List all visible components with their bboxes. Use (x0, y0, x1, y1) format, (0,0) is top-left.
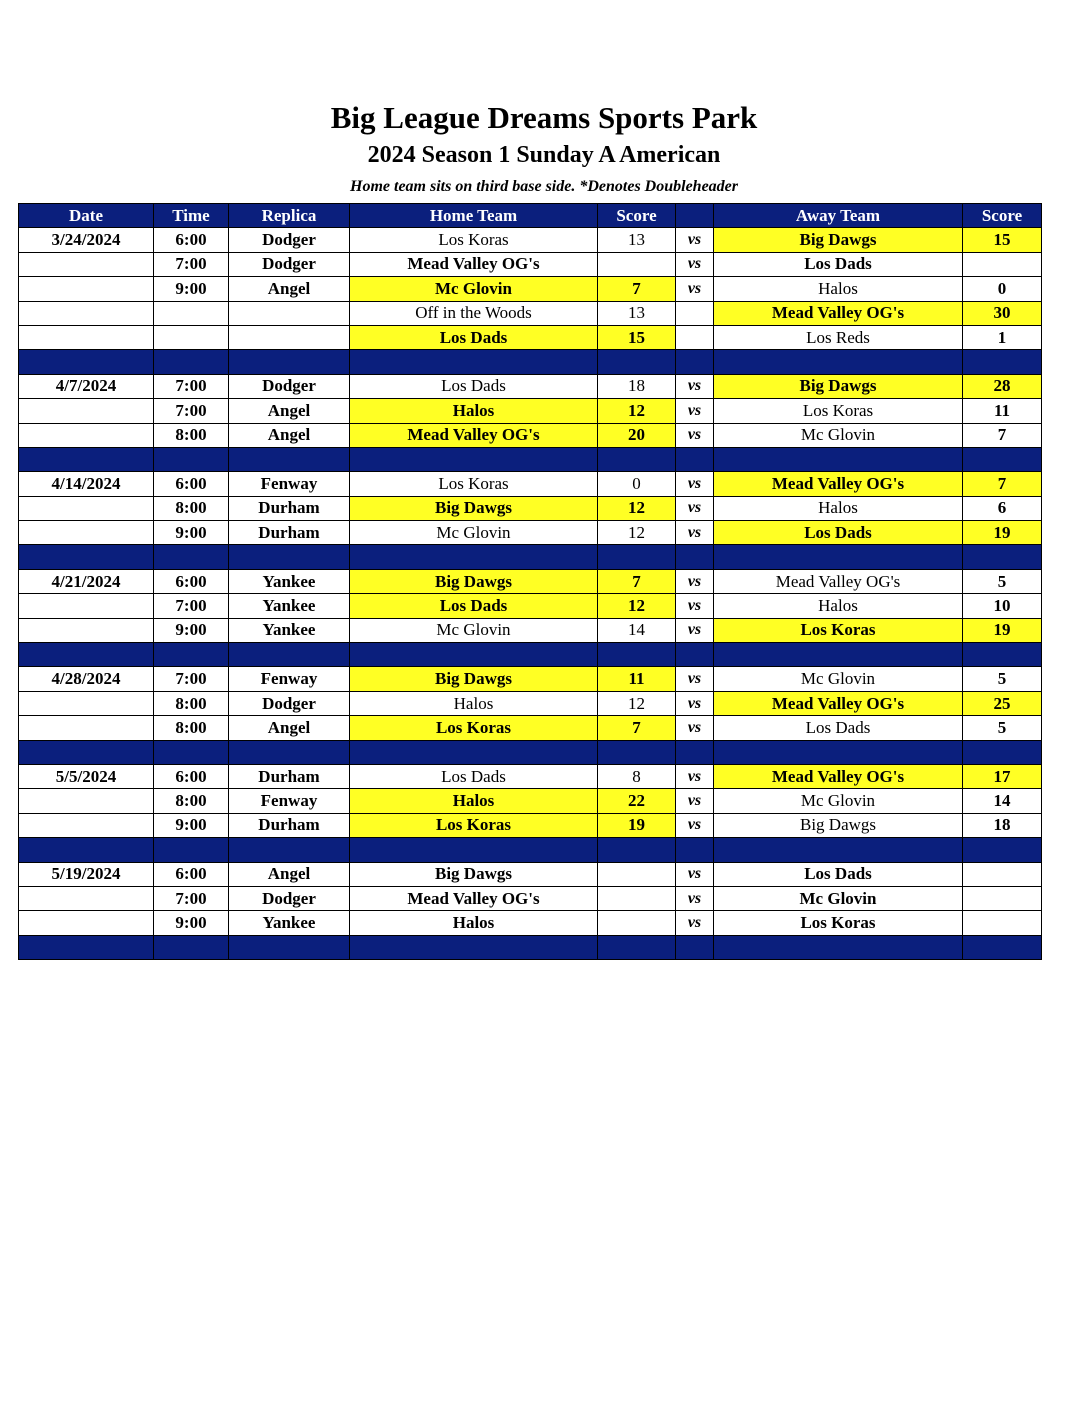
vs-cell: vs (676, 569, 714, 593)
separator-cell (676, 643, 714, 667)
replica-cell (229, 301, 350, 325)
separator-cell (229, 935, 350, 959)
table-row (19, 496, 1042, 520)
date-cell (19, 594, 154, 618)
date-cell: 4/7/2024 (19, 374, 154, 398)
vs-cell: vs (676, 716, 714, 740)
separator-cell (714, 838, 963, 862)
away-score-cell: 11 (963, 399, 1042, 423)
page-subtitle: 2024 Season 1 Sunday A American (367, 142, 721, 168)
time-cell: 6:00 (154, 862, 229, 886)
table-row (19, 862, 1042, 886)
away-team-cell: Mead Valley OG's (714, 569, 963, 593)
date-cell (19, 789, 154, 813)
away-team-cell: Halos (714, 277, 963, 301)
away-score-cell: 17 (963, 764, 1042, 788)
replica-cell: Durham (229, 764, 350, 788)
replica-cell: Angel (229, 862, 350, 886)
replica-cell: Yankee (229, 594, 350, 618)
replica-cell: Angel (229, 423, 350, 447)
date-cell: 5/5/2024 (19, 764, 154, 788)
replica-cell: Durham (229, 521, 350, 545)
home-score-cell: 13 (598, 301, 676, 325)
home-score-cell: 22 (598, 789, 676, 813)
replica-cell: Yankee (229, 569, 350, 593)
separator-cell (714, 740, 963, 764)
home-score-cell (598, 911, 676, 935)
home-team-cell: Mead Valley OG's (350, 423, 598, 447)
home-score-cell: 11 (598, 667, 676, 691)
table-row (19, 813, 1042, 837)
separator-cell (350, 935, 598, 959)
away-score-cell (963, 911, 1042, 935)
time-cell: 8:00 (154, 496, 229, 520)
home-team-cell: Mead Valley OG's (350, 252, 598, 276)
replica-cell: Fenway (229, 789, 350, 813)
separator-cell (963, 740, 1042, 764)
separator-cell (19, 447, 154, 471)
home-team-cell: Big Dawgs (350, 496, 598, 520)
header-row (19, 204, 1042, 228)
separator-cell (676, 838, 714, 862)
home-team-cell: Mc Glovin (350, 277, 598, 301)
vs-cell: vs (676, 252, 714, 276)
table-row (19, 277, 1042, 301)
date-cell (19, 252, 154, 276)
separator-cell (229, 643, 350, 667)
table-row (19, 521, 1042, 545)
table-row (19, 618, 1042, 642)
time-cell: 7:00 (154, 594, 229, 618)
vs-cell: vs (676, 667, 714, 691)
separator-cell (963, 545, 1042, 569)
separator-cell (154, 447, 229, 471)
away-score-cell: 5 (963, 569, 1042, 593)
separator-cell (154, 350, 229, 374)
away-score-cell: 0 (963, 277, 1042, 301)
col-header-date: Date (19, 204, 154, 228)
away-score-cell: 19 (963, 618, 1042, 642)
date-cell (19, 423, 154, 447)
col-header-replica: Replica (229, 204, 350, 228)
replica-cell: Dodger (229, 374, 350, 398)
home-score-cell: 12 (598, 594, 676, 618)
separator-cell (154, 740, 229, 764)
separator-cell (598, 643, 676, 667)
vs-cell: vs (676, 521, 714, 545)
separator-cell (229, 447, 350, 471)
away-team-cell: Los Koras (714, 399, 963, 423)
separator-cell (154, 935, 229, 959)
separator-cell (963, 838, 1042, 862)
away-score-cell: 1 (963, 325, 1042, 349)
date-cell: 3/24/2024 (19, 228, 154, 252)
vs-cell: vs (676, 618, 714, 642)
col-header-home-team: Home Team (350, 204, 598, 228)
separator-cell (229, 350, 350, 374)
away-score-cell: 28 (963, 374, 1042, 398)
separator-cell (676, 350, 714, 374)
date-cell: 4/21/2024 (19, 569, 154, 593)
col-header-time: Time (154, 204, 229, 228)
separator-cell (714, 935, 963, 959)
separator-cell (350, 740, 598, 764)
home-team-cell: Big Dawgs (350, 569, 598, 593)
separator-cell (598, 350, 676, 374)
home-score-cell: 8 (598, 764, 676, 788)
separator-cell (598, 447, 676, 471)
separator-row (19, 545, 1042, 569)
separator-cell (229, 838, 350, 862)
away-team-cell: Mc Glovin (714, 423, 963, 447)
table-row (19, 301, 1042, 325)
time-cell: 8:00 (154, 691, 229, 715)
separator-cell (598, 740, 676, 764)
separator-row (19, 447, 1042, 471)
time-cell: 7:00 (154, 667, 229, 691)
away-score-cell: 19 (963, 521, 1042, 545)
away-team-cell: Big Dawgs (714, 374, 963, 398)
table-row (19, 228, 1042, 252)
home-score-cell: 7 (598, 716, 676, 740)
separator-cell (714, 447, 963, 471)
separator-row (19, 838, 1042, 862)
table-row (19, 667, 1042, 691)
time-cell: 6:00 (154, 472, 229, 496)
separator-row (19, 350, 1042, 374)
date-cell (19, 886, 154, 910)
date-cell: 4/14/2024 (19, 472, 154, 496)
away-team-cell: Mead Valley OG's (714, 301, 963, 325)
vs-cell: vs (676, 813, 714, 837)
home-score-cell: 13 (598, 228, 676, 252)
away-score-cell (963, 252, 1042, 276)
home-team-cell: Big Dawgs (350, 862, 598, 886)
separator-cell (963, 447, 1042, 471)
home-team-cell: Big Dawgs (350, 667, 598, 691)
home-score-cell: 7 (598, 277, 676, 301)
separator-cell (154, 838, 229, 862)
table-row (19, 789, 1042, 813)
col-header-home-score: Score (598, 204, 676, 228)
replica-cell: Angel (229, 399, 350, 423)
vs-cell (676, 301, 714, 325)
home-score-cell: 7 (598, 569, 676, 593)
away-team-cell: Los Dads (714, 252, 963, 276)
separator-cell (350, 545, 598, 569)
time-cell: 6:00 (154, 569, 229, 593)
away-score-cell: 25 (963, 691, 1042, 715)
home-team-cell: Mc Glovin (350, 521, 598, 545)
replica-cell: Yankee (229, 618, 350, 642)
schedule-note: Home team sits on third base side. *Denotes Doubleheader (350, 178, 738, 195)
table-row (19, 764, 1042, 788)
separator-cell (229, 740, 350, 764)
replica-cell: Dodger (229, 252, 350, 276)
home-team-cell: Halos (350, 399, 598, 423)
home-score-cell: 12 (598, 691, 676, 715)
home-team-cell: Los Koras (350, 228, 598, 252)
away-team-cell: Halos (714, 594, 963, 618)
date-cell (19, 716, 154, 740)
replica-cell: Dodger (229, 691, 350, 715)
separator-cell (963, 643, 1042, 667)
vs-cell: vs (676, 277, 714, 301)
separator-cell (19, 350, 154, 374)
time-cell: 7:00 (154, 399, 229, 423)
separator-cell (154, 545, 229, 569)
away-team-cell: Los Koras (714, 911, 963, 935)
separator-cell (350, 447, 598, 471)
away-score-cell: 18 (963, 813, 1042, 837)
date-cell (19, 813, 154, 837)
vs-cell: vs (676, 472, 714, 496)
home-team-cell: Los Dads (350, 374, 598, 398)
away-score-cell: 7 (963, 472, 1042, 496)
date-cell (19, 691, 154, 715)
away-team-cell: Mc Glovin (714, 886, 963, 910)
vs-cell: vs (676, 374, 714, 398)
replica-cell: Yankee (229, 911, 350, 935)
replica-cell (229, 325, 350, 349)
vs-cell: vs (676, 496, 714, 520)
separator-cell (19, 740, 154, 764)
vs-cell: vs (676, 423, 714, 447)
vs-cell: vs (676, 789, 714, 813)
date-cell (19, 496, 154, 520)
separator-cell (598, 545, 676, 569)
time-cell: 7:00 (154, 374, 229, 398)
home-team-cell: Los Koras (350, 472, 598, 496)
time-cell: 6:00 (154, 764, 229, 788)
col-header-away-score: Score (963, 204, 1042, 228)
col-header-away-team: Away Team (714, 204, 963, 228)
separator-cell (963, 935, 1042, 959)
page-title: Big League Dreams Sports Park (330, 100, 758, 135)
separator-cell (19, 643, 154, 667)
separator-cell (676, 545, 714, 569)
date-cell (19, 911, 154, 935)
home-score-cell: 12 (598, 496, 676, 520)
date-cell (19, 399, 154, 423)
col-header-vs (676, 204, 714, 228)
replica-cell: Angel (229, 716, 350, 740)
away-score-cell (963, 886, 1042, 910)
home-score-cell: 0 (598, 472, 676, 496)
separator-cell (19, 545, 154, 569)
home-score-cell: 14 (598, 618, 676, 642)
replica-cell: Durham (229, 496, 350, 520)
time-cell: 8:00 (154, 423, 229, 447)
table-row (19, 911, 1042, 935)
time-cell (154, 301, 229, 325)
home-team-cell: Los Koras (350, 813, 598, 837)
away-team-cell: Mead Valley OG's (714, 472, 963, 496)
home-team-cell: Halos (350, 789, 598, 813)
date-cell (19, 301, 154, 325)
home-score-cell: 19 (598, 813, 676, 837)
home-team-cell: Los Dads (350, 594, 598, 618)
away-score-cell: 7 (963, 423, 1042, 447)
time-cell: 9:00 (154, 618, 229, 642)
time-cell: 9:00 (154, 813, 229, 837)
time-cell: 8:00 (154, 716, 229, 740)
separator-cell (714, 350, 963, 374)
home-score-cell: 12 (598, 399, 676, 423)
away-score-cell: 10 (963, 594, 1042, 618)
date-cell (19, 618, 154, 642)
vs-cell: vs (676, 911, 714, 935)
table-row (19, 374, 1042, 398)
away-team-cell: Los Reds (714, 325, 963, 349)
vs-cell: vs (676, 594, 714, 618)
separator-cell (229, 545, 350, 569)
table-row (19, 716, 1042, 740)
table-row (19, 472, 1042, 496)
home-team-cell: Halos (350, 911, 598, 935)
away-score-cell: 14 (963, 789, 1042, 813)
away-score-cell: 15 (963, 228, 1042, 252)
separator-cell (714, 545, 963, 569)
date-cell: 4/28/2024 (19, 667, 154, 691)
table-row (19, 252, 1042, 276)
separator-cell (676, 447, 714, 471)
separator-cell (598, 838, 676, 862)
time-cell: 7:00 (154, 886, 229, 910)
away-team-cell: Mead Valley OG's (714, 764, 963, 788)
separator-cell (676, 740, 714, 764)
time-cell (154, 325, 229, 349)
home-team-cell: Mead Valley OG's (350, 886, 598, 910)
home-team-cell: Mc Glovin (350, 618, 598, 642)
time-cell: 8:00 (154, 789, 229, 813)
separator-cell (598, 935, 676, 959)
away-team-cell: Los Dads (714, 862, 963, 886)
home-score-cell: 18 (598, 374, 676, 398)
replica-cell: Fenway (229, 472, 350, 496)
separator-row (19, 643, 1042, 667)
table-row (19, 399, 1042, 423)
separator-cell (963, 350, 1042, 374)
replica-cell: Dodger (229, 228, 350, 252)
home-score-cell: 20 (598, 423, 676, 447)
home-team-cell: Off in the Woods (350, 301, 598, 325)
separator-cell (154, 643, 229, 667)
away-team-cell: Los Dads (714, 521, 963, 545)
time-cell: 9:00 (154, 521, 229, 545)
away-team-cell: Halos (714, 496, 963, 520)
table-row (19, 569, 1042, 593)
away-score-cell: 5 (963, 716, 1042, 740)
home-score-cell (598, 886, 676, 910)
separator-cell (714, 643, 963, 667)
home-team-cell: Los Koras (350, 716, 598, 740)
table-row (19, 691, 1042, 715)
home-score-cell: 15 (598, 325, 676, 349)
separator-cell (19, 838, 154, 862)
table-row (19, 325, 1042, 349)
vs-cell: vs (676, 691, 714, 715)
home-score-cell (598, 252, 676, 276)
home-score-cell: 12 (598, 521, 676, 545)
replica-cell: Durham (229, 813, 350, 837)
table-row (19, 423, 1042, 447)
away-score-cell: 30 (963, 301, 1042, 325)
vs-cell: vs (676, 862, 714, 886)
table-row (19, 594, 1042, 618)
away-team-cell: Mc Glovin (714, 789, 963, 813)
time-cell: 9:00 (154, 911, 229, 935)
time-cell: 6:00 (154, 228, 229, 252)
schedule-table (18, 203, 1042, 960)
separator-row (19, 740, 1042, 764)
away-score-cell (963, 862, 1042, 886)
table-row (19, 886, 1042, 910)
separator-cell (350, 643, 598, 667)
home-team-cell: Los Dads (350, 325, 598, 349)
separator-cell (350, 350, 598, 374)
away-team-cell: Los Dads (714, 716, 963, 740)
vs-cell: vs (676, 886, 714, 910)
replica-cell: Dodger (229, 886, 350, 910)
away-score-cell: 6 (963, 496, 1042, 520)
home-score-cell (598, 862, 676, 886)
away-team-cell: Los Koras (714, 618, 963, 642)
away-score-cell: 5 (963, 667, 1042, 691)
date-cell (19, 521, 154, 545)
date-cell (19, 277, 154, 301)
replica-cell: Fenway (229, 667, 350, 691)
replica-cell: Angel (229, 277, 350, 301)
vs-cell (676, 325, 714, 349)
away-team-cell: Mead Valley OG's (714, 691, 963, 715)
home-team-cell: Halos (350, 691, 598, 715)
date-cell (19, 325, 154, 349)
separator-cell (350, 838, 598, 862)
time-cell: 7:00 (154, 252, 229, 276)
vs-cell: vs (676, 764, 714, 788)
home-team-cell: Los Dads (350, 764, 598, 788)
date-cell: 5/19/2024 (19, 862, 154, 886)
vs-cell: vs (676, 228, 714, 252)
schedule-body (19, 228, 1042, 960)
separator-cell (19, 935, 154, 959)
away-team-cell: Big Dawgs (714, 813, 963, 837)
time-cell: 9:00 (154, 277, 229, 301)
away-team-cell: Big Dawgs (714, 228, 963, 252)
separator-row (19, 935, 1042, 959)
away-team-cell: Mc Glovin (714, 667, 963, 691)
separator-cell (676, 935, 714, 959)
vs-cell: vs (676, 399, 714, 423)
